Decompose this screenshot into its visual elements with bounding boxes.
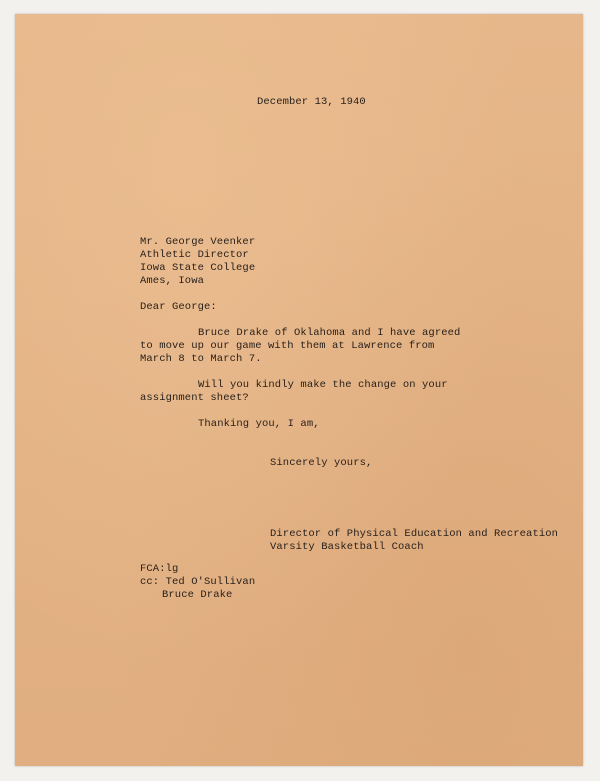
body-paragraph-1-line-2: to move up our game with them at Lawrence from [140, 340, 435, 352]
recipient-city: Ames, Iowa [140, 275, 205, 287]
recipient-institution: Iowa State College [140, 262, 256, 274]
recipient-title: Athletic Director [140, 249, 249, 261]
body-paragraph-2-line-2: assignment sheet? [140, 392, 249, 404]
typist-initials: FCA:lg [140, 563, 179, 575]
body-paragraph-1-line-3: March 8 to March 7. [140, 353, 262, 365]
cc-line-2: Bruce Drake [162, 589, 233, 601]
body-paragraph-2-line-1: Will you kindly make the change on your [198, 379, 448, 391]
cc-line-1: cc: Ted O'Sullivan [140, 576, 256, 588]
sign-off: Sincerely yours, [270, 457, 373, 469]
recipient-name: Mr. George Veenker [140, 236, 256, 248]
body-paragraph-1-line-1: Bruce Drake of Oklahoma and I have agreed [198, 327, 461, 339]
closing-line: Thanking you, I am, [198, 418, 320, 430]
signature-title-line-1: Director of Physical Education and Recreation [270, 528, 559, 540]
salutation: Dear George: [140, 301, 217, 313]
letter-date: December 13, 1940 [257, 96, 366, 108]
signature-title-line-2: Varsity Basketball Coach [270, 541, 424, 553]
